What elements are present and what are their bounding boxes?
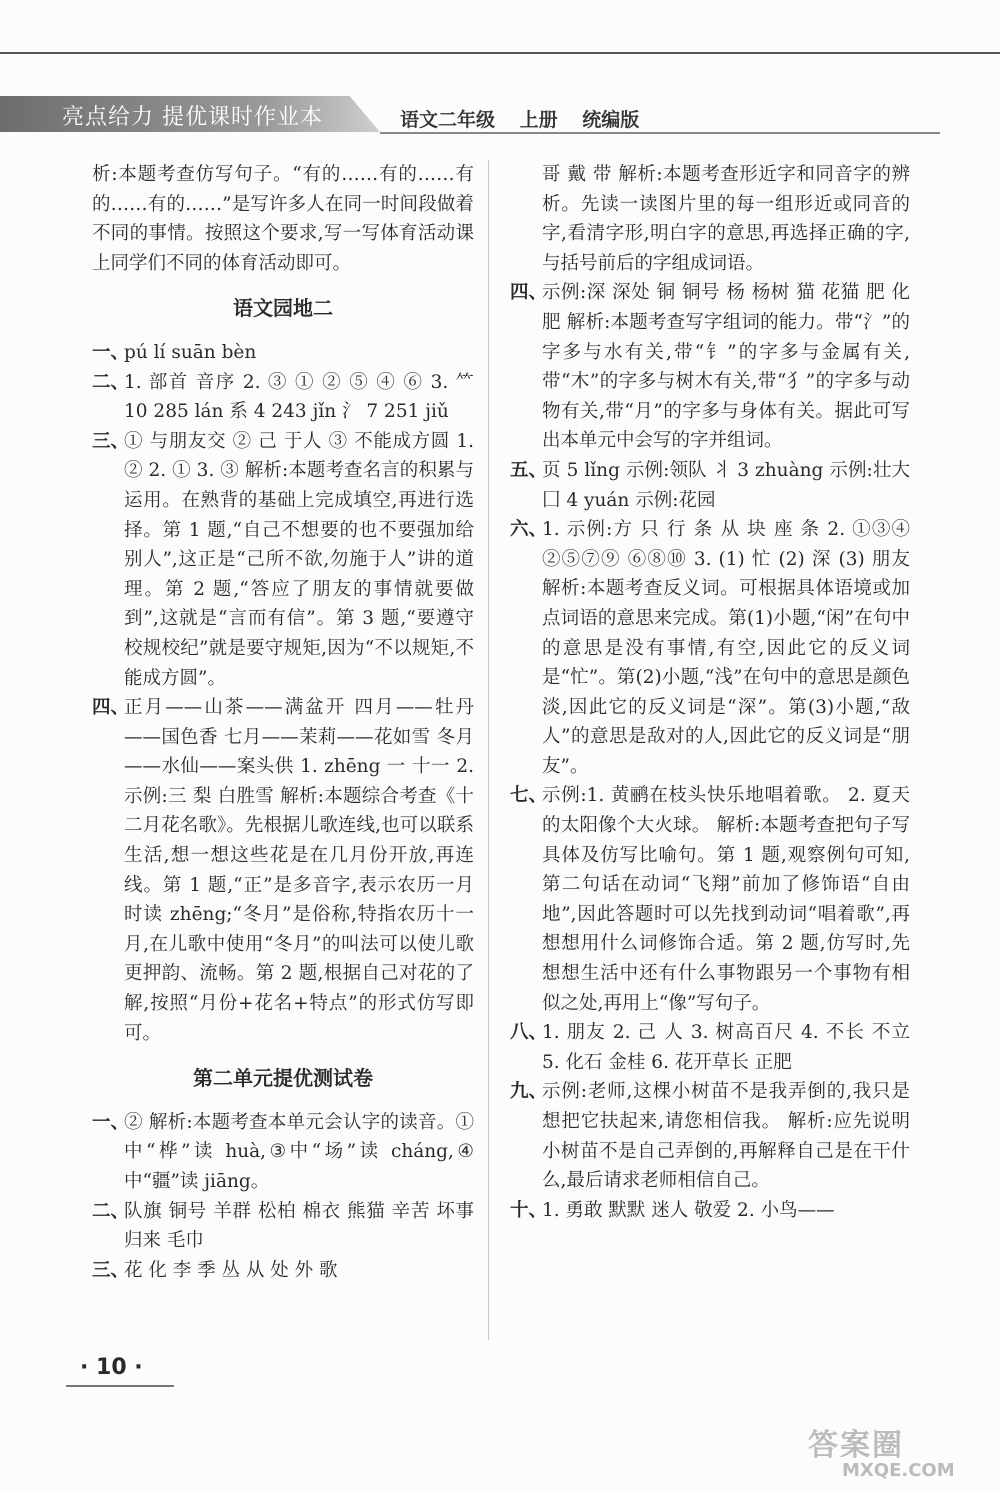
answer-item [510, 1196, 910, 1226]
item-number: 九、 [510, 1081, 548, 1103]
top-rule [0, 52, 1000, 54]
item-text: 1. 示例:方 只 行 条 从 块 座 条 2. ①③④ ②⑤⑦⑨ ⑥⑧⑩ 3. (1) 忙 (2) 深 (3) 朋友 解析:本题考查反义词。可根据具体语境或加点词语的意思来完成。第(1)小题,“闲”在句中的意思是没有事情,有空,因此它的反义词是“忙”。第(2)小题,“浅”在句中的意思是颜色淡,因此它的反义词是“深”。第(3)小题,“敌人”的意思是敌对的人,因此它的反义词是“朋友”。 [542, 519, 910, 777]
item-number: 七、 [510, 785, 548, 807]
answer-item [510, 1077, 910, 1195]
item-number: 四、 [510, 282, 548, 304]
section-title-yuwen-yuandi: 语文园地二 [233, 296, 333, 321]
continued-paragraph: 哥 戴 带 解析:本题考查形近字和同音字的辨析。先读一读图片里的每一组形近或同音的字,看清字形,明白字的意思,再选择正确的字,与括号前后的字组成词语。 [542, 164, 910, 274]
item-text: 1. 勇敢 默默 迷人 敬爱 2. 小鸟—— [542, 1199, 835, 1221]
answer-item [92, 1197, 474, 1256]
answer-item [510, 1018, 910, 1077]
item-text: 1. 部首 音序 2. ③ ① ② ⑤ ④ ⑥ 3. ⺮ 10 285 lán 系 4 243 jǐn 氵 7 251 jiǔ [124, 371, 474, 423]
item-text: ① 与朋友交 ② 己 于人 ③ 不能成方圆 1. ② 2. ① 3. ③ 解析:本题考查名言的积累与运用。在熟背的基础上完成填空,再进行选择。第 1 题,“自己不想要的也不要强加给别人”,这正是“己所不欲,勿施于人”讲的道理。第 2 题,“答应了朋友的事情就要做到”,这就是“言而有信”。第 3 题,“要遵守校规校纪”就是要守规矩,因为“不以规矩,不能成方圆”。 [124, 430, 474, 689]
answer-item [510, 781, 910, 1018]
header-rule [380, 132, 940, 134]
column-divider [488, 160, 489, 1340]
item-text: ② 解析:本题考查本单元会认字的读音。①中“桦”读 huà,③中“场”读 cháng,④中“疆”读 jiāng。 [124, 1111, 474, 1192]
item-number: 五、 [510, 459, 548, 481]
item-text: 示例:深 深处 铜 铜号 杨 杨树 猫 花猫 肥 化肥 解析:本题考查写字组词的能力。带“氵”的字多与水有关,带“钅”的字多与金属有关,带“木”的字多与树木有关,带“犭”的字多与动物有关,带“月”的字多与身体有关。据此可写出本单元中会写的字并组词。 [542, 282, 910, 452]
book-series-title: 亮点给力 提优课时作业本 [62, 105, 323, 130]
item-number: 一、 [92, 1111, 130, 1133]
item-number: 六、 [510, 519, 548, 541]
answer-item [92, 693, 474, 1048]
item-text: 队旗 铜号 羊群 松柏 棉衣 熊猫 辛苦 坏事 归来 毛巾 [124, 1200, 474, 1252]
watermark-url: MXQE.COM [842, 1460, 955, 1481]
page-number: · 10 · [80, 1355, 143, 1380]
item-text: 示例:1. 黄鹂在枝头快乐地唱着歌。 2. 夏天的太阳像个大火球。 解析:本题考查把句子写具体及仿写比喻句。第 1 题,观察例句可知,第二句话在动词“飞翔”前加了修饰语“自由地”,因此答题时可以先找到动词“唱着歌”,再想想用什么词修饰合适。第 2 题,仿写时,先想想生活中还有什么事物跟另一个事物有相似之处,再用上“像”写句子。 [542, 785, 910, 1014]
section-title-unit-test: 第二单元提优测试卷 [193, 1066, 373, 1091]
answer-item [92, 1108, 474, 1197]
item-number: 二、 [92, 371, 130, 393]
item-text: 示例:老师,这棵小树苗不是我弄倒的,我只是想把它扶起来,请您相信我。 解析:应先说明小树苗不是自己弄倒的,再解释自己是在干什么,最后请求老师相信自己。 [542, 1081, 910, 1192]
item-text: 正月——山茶——满盆开 四月——牡丹——国色香 七月——茉莉——花如雪 冬月——水仙——案头供 1. zhēng 一 十一 2. 示例:三 梨 白胜雪 解析:本题综合考查《十二月花名歌》。先根据儿歌连线,也可以联系生活,想一想这些花是在几月份开放,再连线。第 1 题,“正”是多音字,表示农历一月时读 zhēng;“冬月”是俗称,特指农历十一月,在儿歌中使用“冬月”的叫法可以使儿歌更押韵、流畅。第 2 题,根据自己对花的了解,按照“月份+花名+特点”的形式仿写即可。 [124, 697, 474, 1044]
item-number: 一、 [92, 341, 130, 363]
answer-item [510, 515, 910, 781]
answer-item [92, 1256, 474, 1286]
answer-item [92, 427, 474, 693]
item-number: 二、 [92, 1200, 130, 1222]
item-text: 页 5 lǐng 示例:领队 丬 3 zhuàng 示例:壮大 囗 4 yuán 示例:花园 [542, 459, 910, 511]
item-number: 八、 [510, 1022, 548, 1044]
item-text: 花 化 李 季 丛 从 处 外 歌 [124, 1259, 338, 1281]
left-column [92, 160, 474, 1285]
item-number: 三、 [92, 430, 130, 452]
page-number-rule [66, 1385, 174, 1387]
answer-item [510, 456, 910, 515]
answer-item [510, 278, 910, 456]
item-number: 三、 [92, 1259, 130, 1281]
item-text: pú lí suān bèn [124, 341, 257, 363]
watermark-stamp: 答案圈 [808, 1428, 904, 1463]
book-subject-title: 语文二年级 上册 统编版 [400, 109, 640, 131]
item-text: 1. 朋友 2. 己 人 3. 树高百尺 4. 不长 不立 5. 化石 金桂 6. 花开草长 正肥 [542, 1022, 910, 1073]
answer-item [92, 368, 474, 427]
answer-item [92, 338, 474, 368]
item-number: 四、 [92, 697, 130, 719]
right-column [510, 160, 910, 1225]
item-number: 十、 [510, 1199, 548, 1221]
intro-paragraph: 析:本题考查仿写句子。“有的……有的……有的……有的……”是写许多人在同一时间段做着不同的事情。按照这个要求,写一写体育活动课上同学们不同的体育活动即可。 [92, 164, 474, 274]
